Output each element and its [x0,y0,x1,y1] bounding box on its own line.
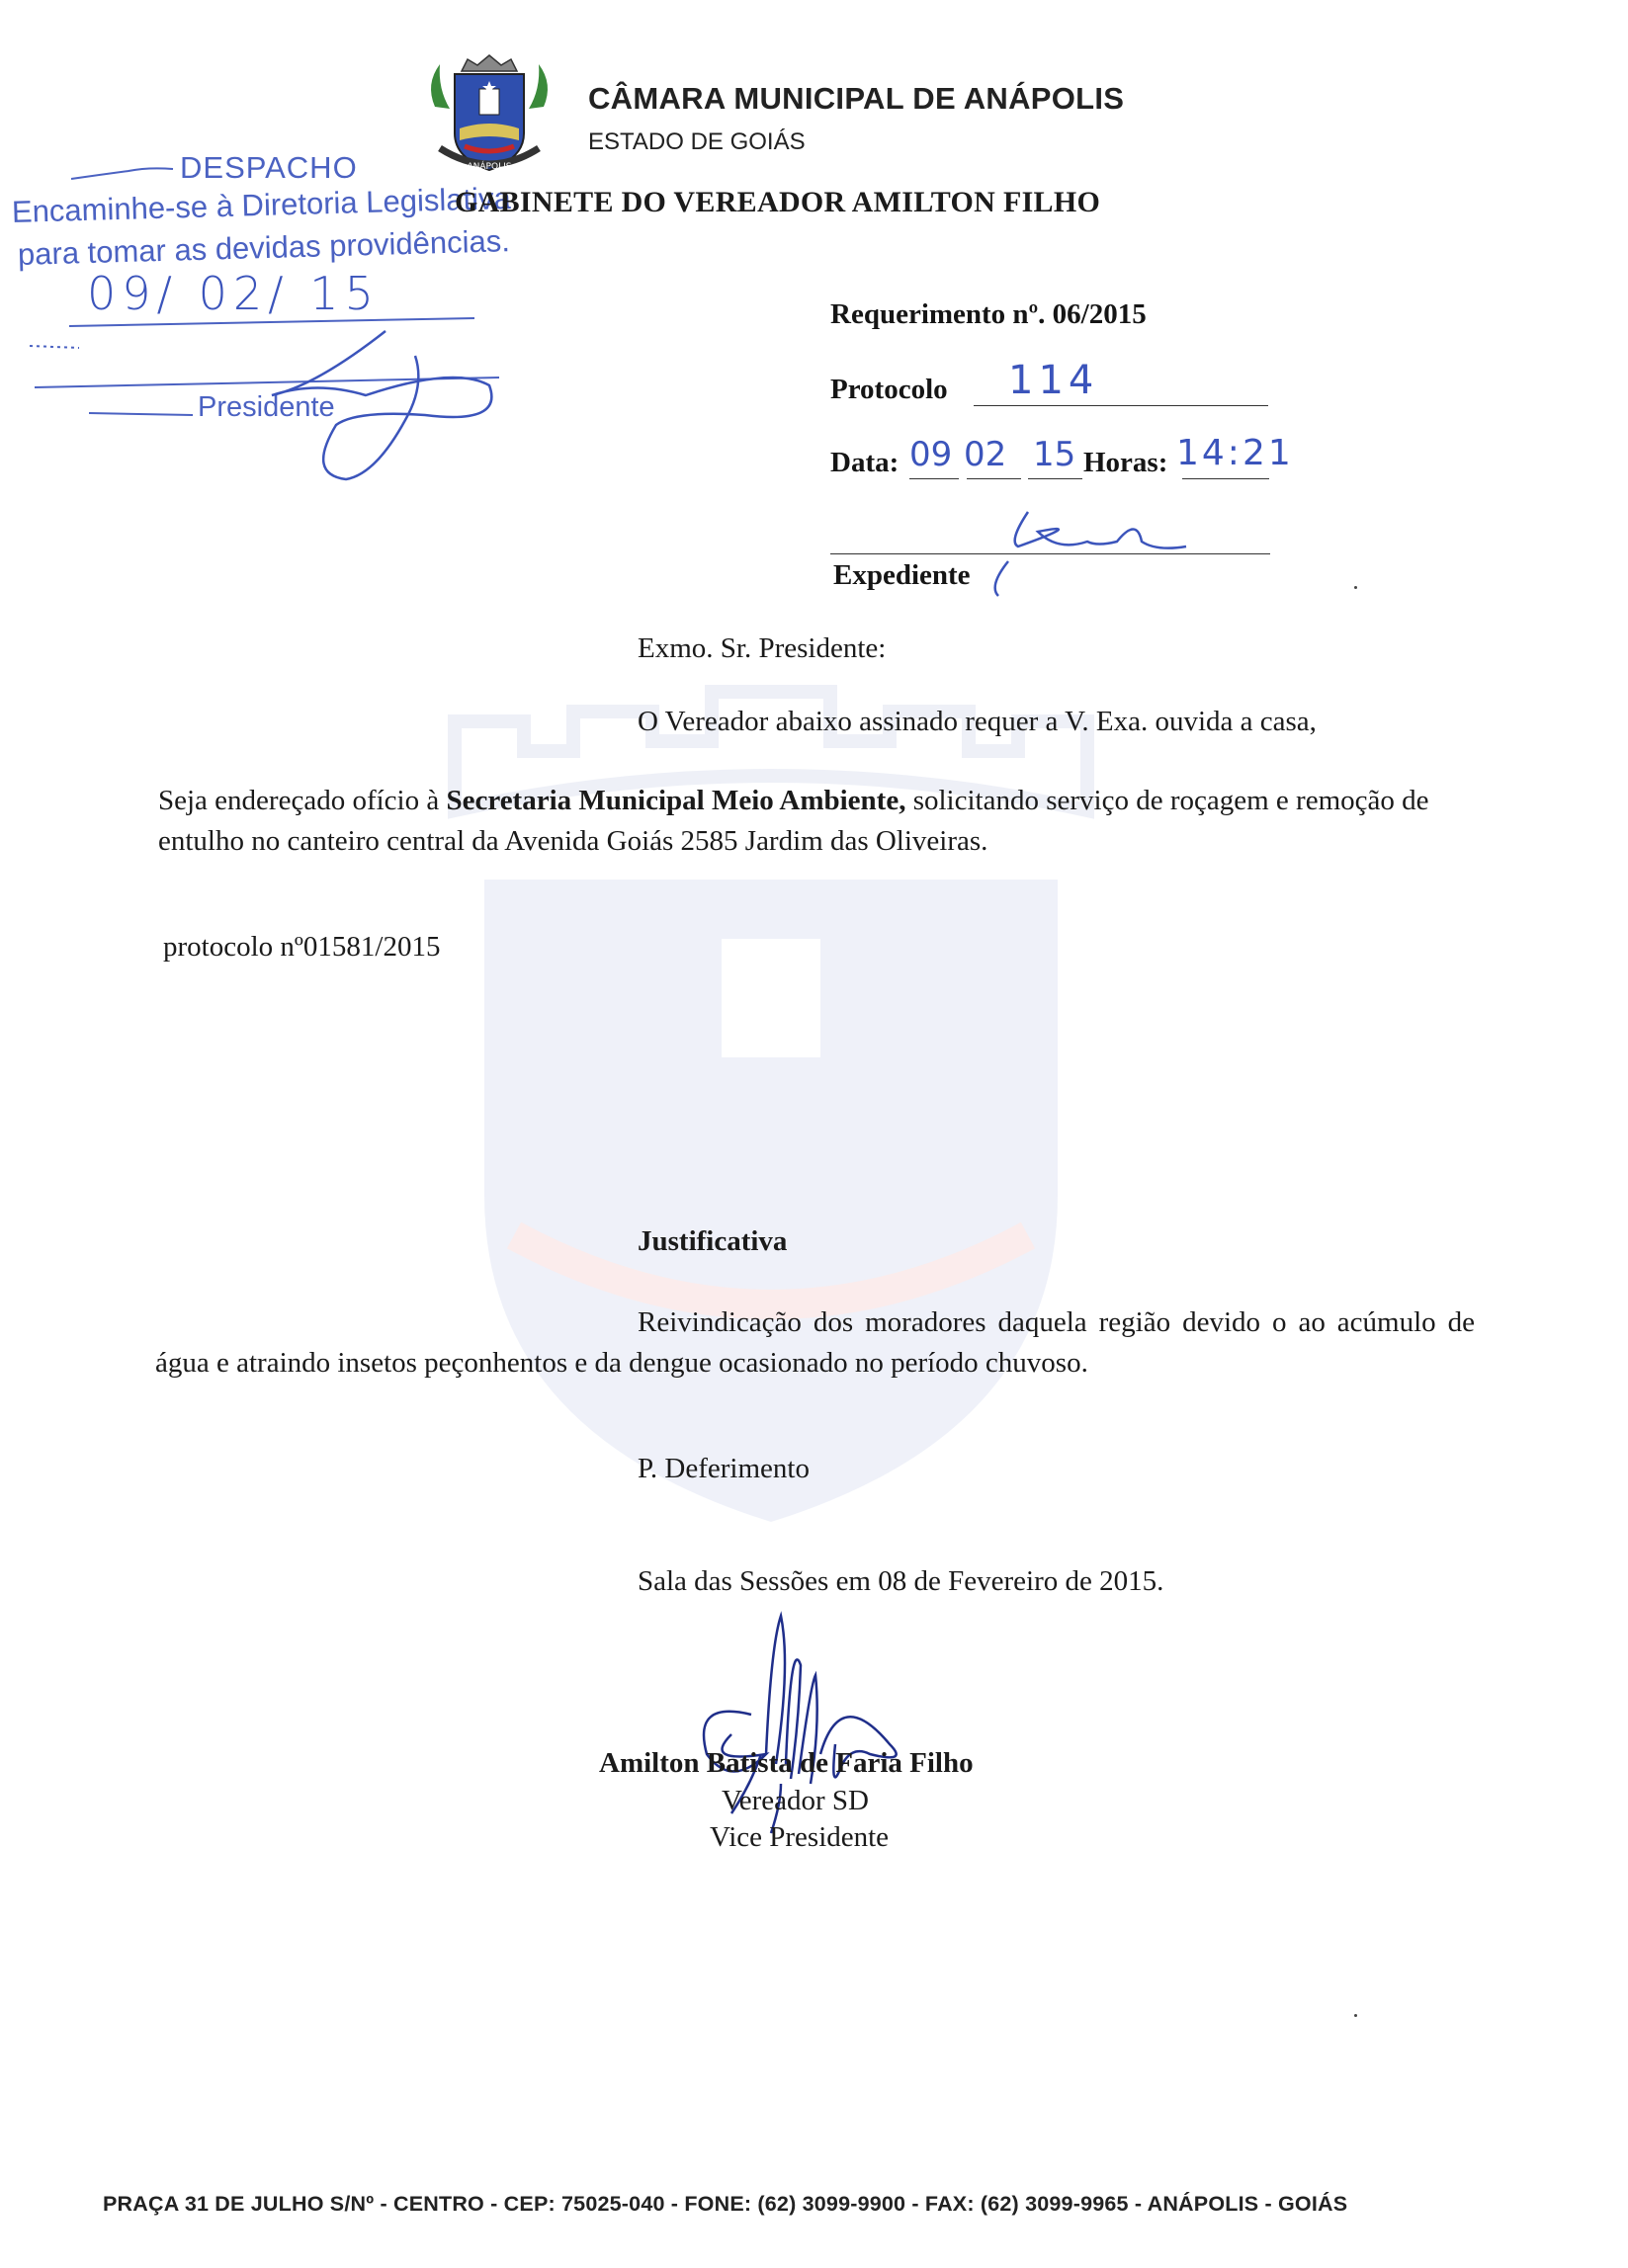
justification-paragraph [155,1302,1475,1384]
data-label: Data: [830,447,900,478]
data-line-month [967,478,1021,479]
horas-value: 14:21 [1176,433,1294,473]
org-name: CÂMARA MUNICIPAL DE ANÁPOLIS [588,81,1125,116]
horas-label: Horas: [1083,447,1168,478]
stamp-instruction-line2: para tomar as devidas providências. [17,223,511,272]
municipal-crest-logo [420,49,558,178]
requerimento-number: Requerimento nº. 06/2015 [830,298,1147,330]
stamp-squiggle [69,163,178,183]
salutation: Exmo. Sr. Presidente: [638,632,887,664]
request-text-start: Seja endereçado ofício à [158,785,447,816]
justification-heading: Justificativa [638,1225,788,1257]
office-title: GABINETE DO VEREADOR AMILTON FILHO [455,186,1101,218]
presidente-signature [257,326,514,484]
expediente-line [830,553,1270,554]
signatory-title: Vice Presidente [710,1821,890,1853]
stamp-handwritten-date: 09/ 02/ 15 [87,267,380,320]
signatory-role: Vereador SD [722,1785,869,1816]
scan-speck [1354,2014,1357,2017]
stamp-presidente-label: Presidente [198,391,335,423]
expediente-signature [969,502,1206,601]
org-state: ESTADO DE GOIÁS [588,128,806,155]
footer-address: PRAÇA 31 DE JULHO S/Nº - CENTRO - CEP: 75025-040 - FONE: (62) 3099-9900 - FAX: (62) 3099-9965 - ANÁPOLIS - GOIÁS [103,2192,1348,2216]
stamp-instruction-line1: Encaminhe-se à Diretoria Legislativa [11,180,512,229]
data-line-day [909,478,959,479]
crest-motto: ANÁPOLIS [467,162,512,172]
closing-deferimento: P. Deferimento [638,1453,810,1484]
protocol-reference: protocolo nº01581/2015 [163,931,441,963]
place-and-date: Sala das Sessões em 08 de Fevereiro de 2015. [638,1565,1164,1597]
data-line-year [1028,478,1082,479]
data-day: 09 [909,435,953,474]
data-year: 15 [1033,435,1076,474]
request-paragraph [158,781,1473,862]
protocolo-line [974,405,1268,406]
expediente-label: Expediente [833,559,971,591]
request-secretaria: Secretaria Municipal Meio Ambiente, [446,785,906,816]
signatory-name: Amilton Batista de Faria Filho [599,1747,974,1779]
data-month: 02 [964,435,1007,474]
request-text-end: solicitando serviço de roçagem e remoção de entulho no canteiro central da Avenida Goiás 2585 Jardim das Oliveiras. [158,785,1429,857]
protocolo-label: Protocolo [830,374,948,405]
stamp-title: DESPACHO [180,150,358,185]
justification-text: Reivindicação dos moradores daquela região devido o ao acúmulo de água e atraindo insetos peçonhentos e da dengue ocasionado no período chuvoso. [155,1306,1475,1379]
horas-line [1182,478,1269,479]
protocolo-value: 114 [1008,358,1099,403]
intro-sentence: O Vereador abaixo assinado requer a V. Exa. ouvida a casa, [638,706,1317,737]
scan-speck [1354,586,1357,589]
